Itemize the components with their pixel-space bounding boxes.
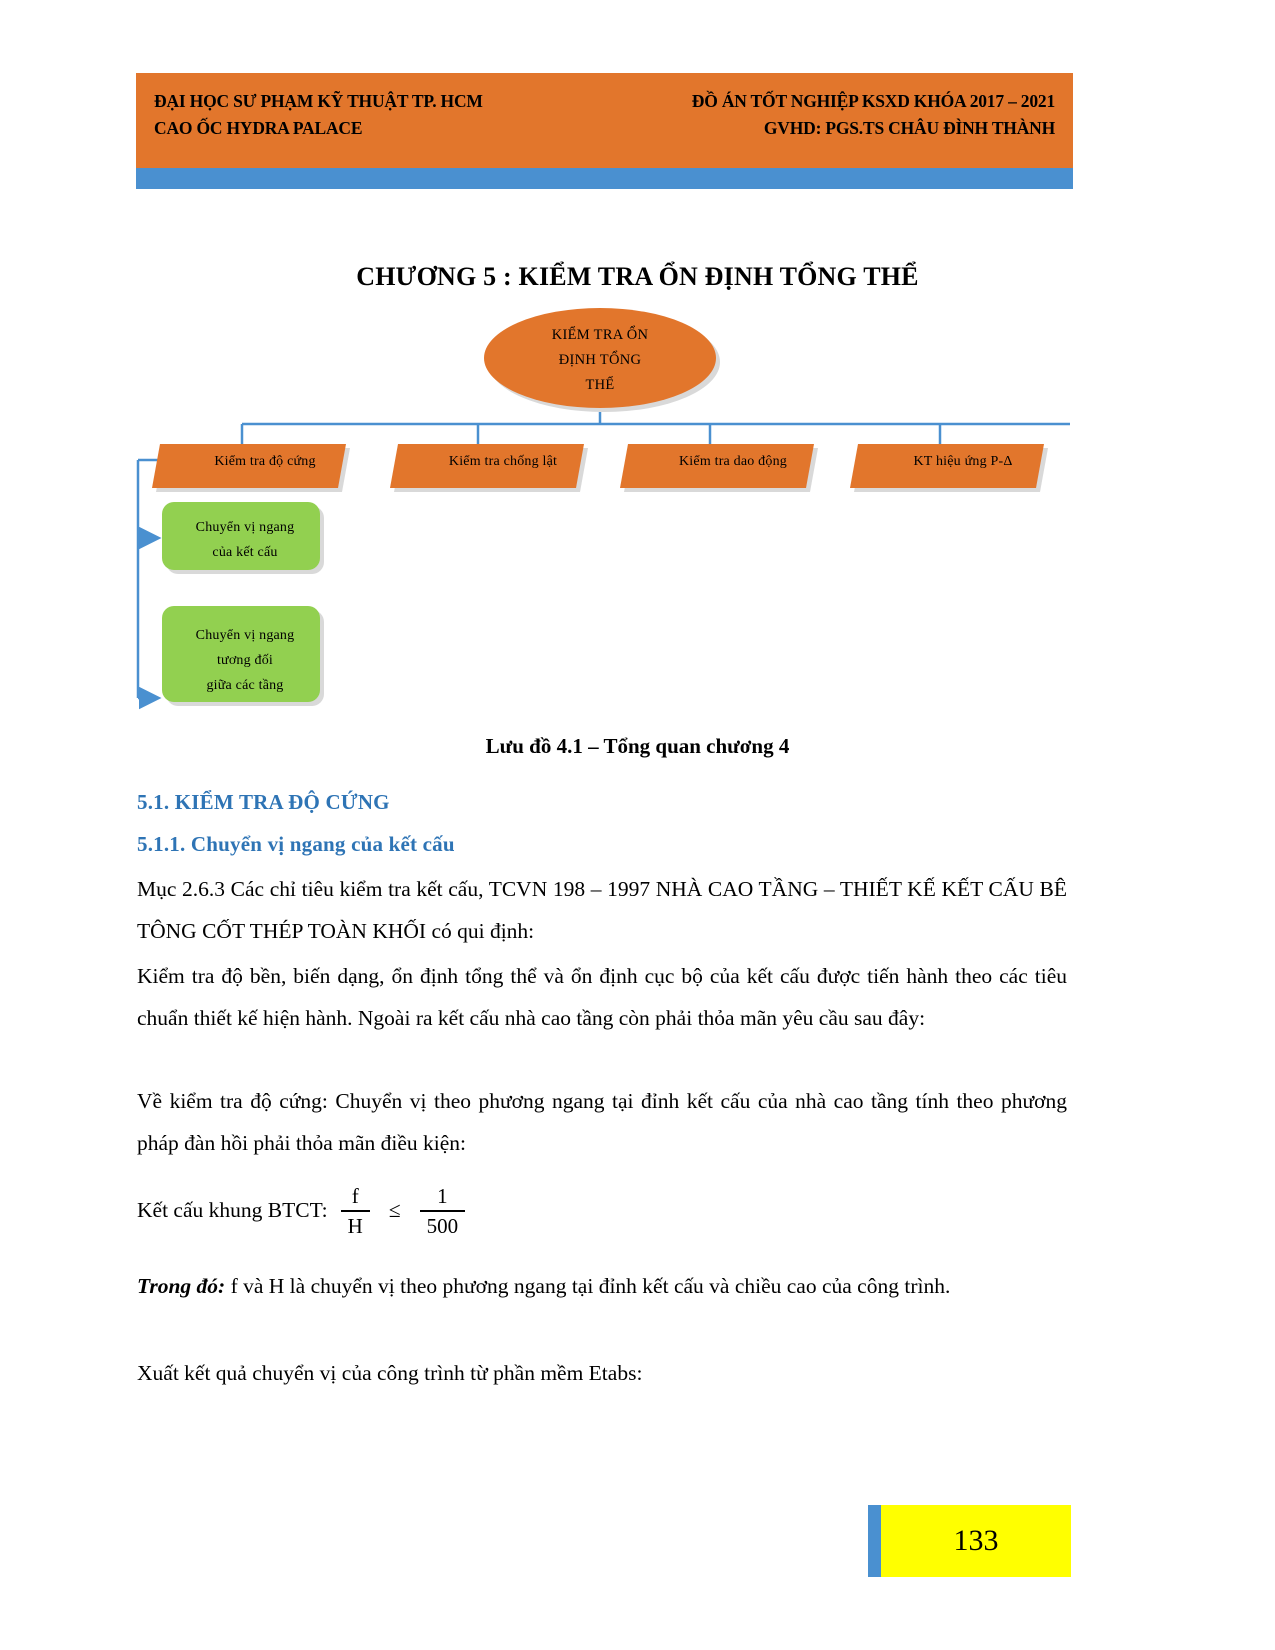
page-number-blue-bar (868, 1505, 881, 1577)
flow-root-line1: KIỂM TRA ỔN (551, 326, 649, 343)
flow-root-line2: ĐỊNH TỔNG (558, 351, 642, 368)
paragraph-etabs-export: Xuất kết quả chuyển vị của công trình từ phần mềm Etabs: (137, 1361, 643, 1385)
header-left-text (154, 88, 483, 142)
flow-branch-pdelta: KT hiệu ứng P-Δ (913, 454, 1013, 469)
flow-sub2-line2: tương đối (216, 652, 274, 668)
formula-relation-symbol: ≤ (388, 1198, 401, 1223)
paragraph-notation (137, 1265, 1067, 1307)
paragraph-check-requirements: Kiểm tra độ bền, biến dạng, ổn định tổng thể và ổn định cục bộ của kết cấu được tiến hành theo các tiêu chuẩn thiết kế hiện hành. Ngoài ra kết cấu nhà cao tầng còn phải thỏa mãn yêu cầu sau đây: (137, 964, 1067, 1030)
fraction-one-over-500 (420, 1184, 466, 1238)
fraction-denominator-500: 500 (426, 1213, 459, 1238)
header-blue-rule (136, 168, 1073, 189)
paragraph-standard-reference: Mục 2.6.3 Các chỉ tiêu kiểm tra kết cấu, TCVN 198 – 1997 NHÀ CAO TẦNG – THIẾT KẾ KẾT CẤU BÊ TÔNG CỐT THÉP TOÀN KHỐI có qui định: (137, 877, 1067, 943)
fraction-numerator-1: 1 (437, 1184, 448, 1208)
flow-branch-stiffness: Kiểm tra độ cứng (214, 454, 316, 469)
flow-sub2-line1: Chuyển vị ngang (195, 627, 295, 643)
chapter-title: CHƯƠNG 5 : KIỂM TRA ỔN ĐỊNH TỔNG THỂ (356, 262, 919, 291)
header-project-name: CAO ỐC HYDRA PALACE (154, 118, 363, 138)
figure-caption: Lưu đồ 4.1 – Tổng quan chương 4 (485, 734, 790, 758)
paragraph-stiffness-condition: Về kiểm tra độ cứng: Chuyển vị theo phương ngang tại đỉnh kết cấu của nhà cao tầng tính theo phương pháp đàn hồi phải thỏa mãn điều kiện: (137, 1089, 1067, 1155)
page-number: 133 (953, 1524, 999, 1557)
flow-branch-vibration: Kiểm tra dao động (679, 454, 787, 469)
fraction-bar-2 (420, 1210, 466, 1212)
flow-sub1-line1: Chuyển vị ngang (195, 520, 295, 535)
fraction-numerator-f: f (351, 1184, 359, 1208)
fraction-f-over-H (341, 1184, 370, 1238)
fraction-bar (341, 1210, 370, 1212)
formula-stiffness-limit (137, 1184, 468, 1238)
header-thesis-title: ĐỒ ÁN TỐT NGHIỆP KSXD KHÓA 2017 – 2021 (691, 91, 1055, 111)
flowchart-shapes (130, 300, 1090, 730)
fraction-denominator-H: H (347, 1213, 363, 1238)
flow-sub2-line3: giữa các tầng (206, 677, 284, 693)
flow-root-line3: THỂ (585, 376, 615, 393)
flow-branch-overturning: Kiểm tra chống lật (448, 454, 558, 469)
notation-text: f và H là chuyển vị theo phương ngang tại đỉnh kết cấu và chiều cao của công trình. (225, 1274, 951, 1298)
header-right-text (692, 88, 1055, 142)
header-advisor: GVHD: PGS.TS CHÂU ĐÌNH THÀNH (763, 118, 1055, 138)
heading-5-1: 5.1. KIỂM TRA ĐỘ CỨNG (137, 790, 390, 814)
flow-sub1-line2: của kết cấu (212, 545, 278, 560)
flowchart-diagram (130, 300, 1090, 730)
heading-5-1-1: 5.1.1. Chuyển vị ngang của kết cấu (137, 832, 455, 856)
formula-lead-text: Kết cấu khung BTCT: (137, 1198, 328, 1223)
header-university-name: ĐẠI HỌC SƯ PHẠM KỸ THUẬT TP. HCM (154, 91, 483, 111)
page-header-band (136, 73, 1073, 168)
notation-label: Trong đó: (137, 1274, 226, 1298)
